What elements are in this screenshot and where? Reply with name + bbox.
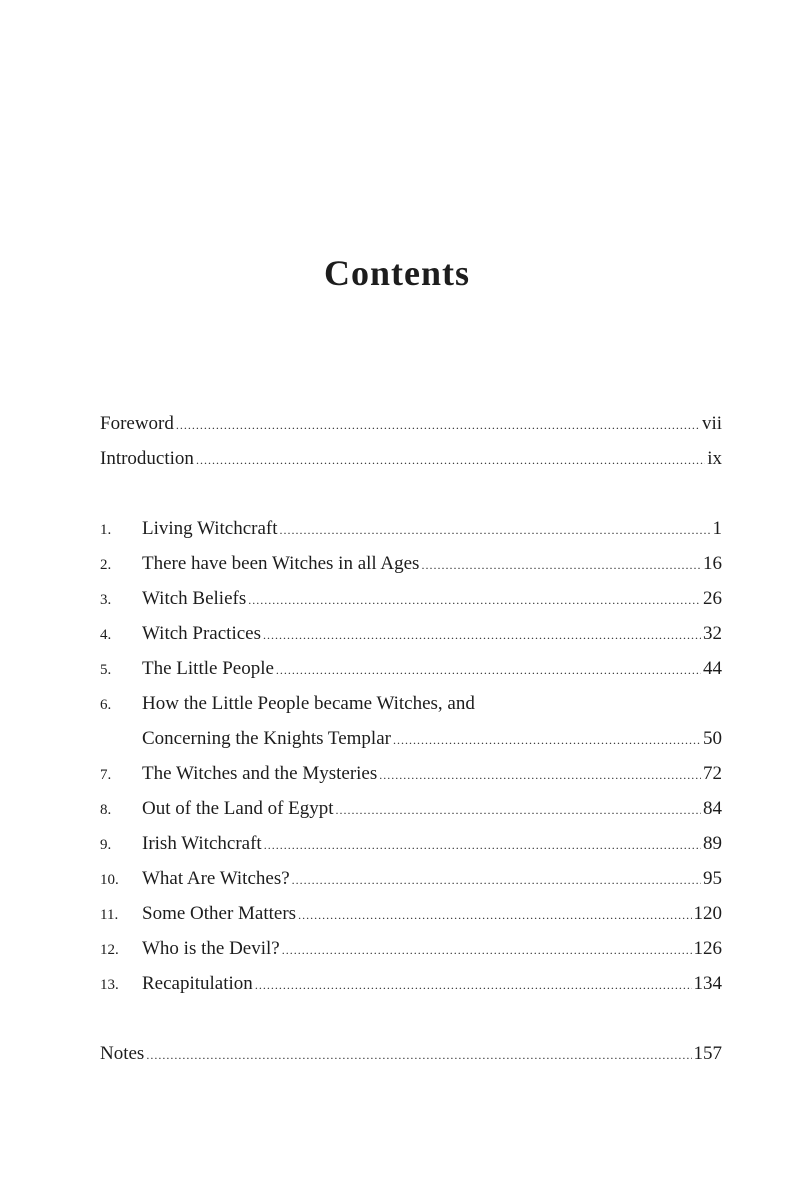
toc-entry-page: 32 — [703, 623, 722, 644]
toc-chapter-1[interactable] — [100, 518, 722, 544]
chapter-number: 10. — [100, 872, 119, 888]
toc-entry-page: 89 — [703, 833, 722, 854]
dot-leader — [282, 943, 692, 958]
toc-chapter-5[interactable] — [100, 658, 722, 684]
dot-leader — [276, 663, 701, 678]
chapter-number: 13. — [100, 977, 119, 993]
dot-leader — [255, 978, 692, 993]
toc-entry-label: The Witches and the Mysteries — [142, 763, 378, 784]
chapter-number: 1. — [100, 522, 112, 538]
toc-chapter-6[interactable] — [100, 693, 722, 719]
toc-entry-label: How the Little People became Witches, and — [142, 693, 475, 714]
toc-chapter-4[interactable] — [100, 623, 722, 649]
dot-leader — [292, 873, 701, 888]
toc-entry-page: vii — [701, 413, 722, 434]
toc-entry-page: 26 — [703, 588, 722, 609]
dot-leader — [248, 593, 701, 608]
toc-chapter-2[interactable] — [100, 553, 722, 579]
toc-chapter-8[interactable] — [100, 798, 722, 824]
toc-entry-label: Who is the Devil? — [142, 938, 280, 959]
toc-entry-label: Concerning the Knights Templar — [142, 728, 391, 749]
chapter-number: 5. — [100, 662, 112, 678]
dot-leader — [176, 418, 700, 433]
toc-entry-page: ix — [707, 448, 722, 469]
toc-entry-page: 120 — [693, 903, 722, 924]
toc-entry-page: 16 — [703, 553, 722, 574]
toc-entry-label: Introduction — [100, 448, 194, 469]
toc-chapter-12[interactable] — [100, 938, 722, 964]
toc-entry-label: What Are Witches? — [142, 868, 290, 889]
chapter-number: 12. — [100, 942, 119, 958]
toc-entry-label: Recapitulation — [142, 973, 253, 994]
toc-entry-notes[interactable] — [100, 1043, 722, 1069]
toc-chapter-10[interactable] — [100, 868, 722, 894]
toc-entry-label: Living Witchcraft — [142, 518, 278, 539]
toc-entry-page: 1 — [712, 518, 722, 539]
toc-entry-label: Witch Beliefs — [142, 588, 247, 609]
chapter-number: 3. — [100, 592, 112, 608]
dot-leader — [264, 838, 701, 853]
toc-chapter-11[interactable] — [100, 903, 722, 929]
toc-entry-page: 134 — [693, 973, 722, 994]
toc-chapter-13[interactable] — [100, 973, 722, 999]
dot-leader — [421, 558, 701, 573]
dot-leader — [379, 768, 701, 783]
toc-entry-label: Notes — [100, 1043, 145, 1064]
toc-entry-introduction[interactable] — [100, 448, 722, 474]
toc-entry-page: 72 — [703, 763, 722, 784]
dot-leader — [280, 523, 711, 538]
toc-entry-page: 50 — [703, 728, 722, 749]
dot-leader — [298, 908, 691, 923]
chapter-number: 6. — [100, 697, 112, 713]
chapter-number: 7. — [100, 767, 112, 783]
dot-leader — [146, 1048, 691, 1063]
toc-entry-page: 126 — [693, 938, 722, 959]
toc-chapter-9[interactable] — [100, 833, 722, 859]
toc-entry-label: The Little People — [142, 658, 274, 679]
toc-entry-label: There have been Witches in all Ages — [142, 553, 420, 574]
toc-entry-label: Witch Practices — [142, 623, 261, 644]
toc-entry-page: 157 — [693, 1043, 722, 1064]
dot-leader — [336, 803, 701, 818]
dot-leader — [263, 628, 701, 643]
chapter-number: 11. — [100, 907, 119, 923]
toc-entry-label: Irish Witchcraft — [142, 833, 262, 854]
chapter-number: 4. — [100, 627, 112, 643]
toc-entry-page: 95 — [703, 868, 722, 889]
toc-entry-page: 84 — [703, 798, 722, 819]
toc-entry-label: Foreword — [100, 413, 174, 434]
toc-entry-label: Out of the Land of Egypt — [142, 798, 334, 819]
dot-leader — [393, 733, 701, 748]
toc-entry-label: Some Other Matters — [142, 903, 297, 924]
toc-chapter-7[interactable] — [100, 763, 722, 789]
chapter-number: 9. — [100, 837, 112, 853]
toc-chapter-6-continued[interactable] — [100, 728, 722, 754]
toc-entry-foreword[interactable] — [100, 413, 722, 439]
toc-chapter-3[interactable] — [100, 588, 722, 614]
chapter-number: 8. — [100, 802, 112, 818]
toc-entry-page: 44 — [703, 658, 722, 679]
page-title: Contents — [323, 253, 470, 293]
chapter-number: 2. — [100, 557, 112, 573]
dot-leader — [196, 453, 705, 468]
